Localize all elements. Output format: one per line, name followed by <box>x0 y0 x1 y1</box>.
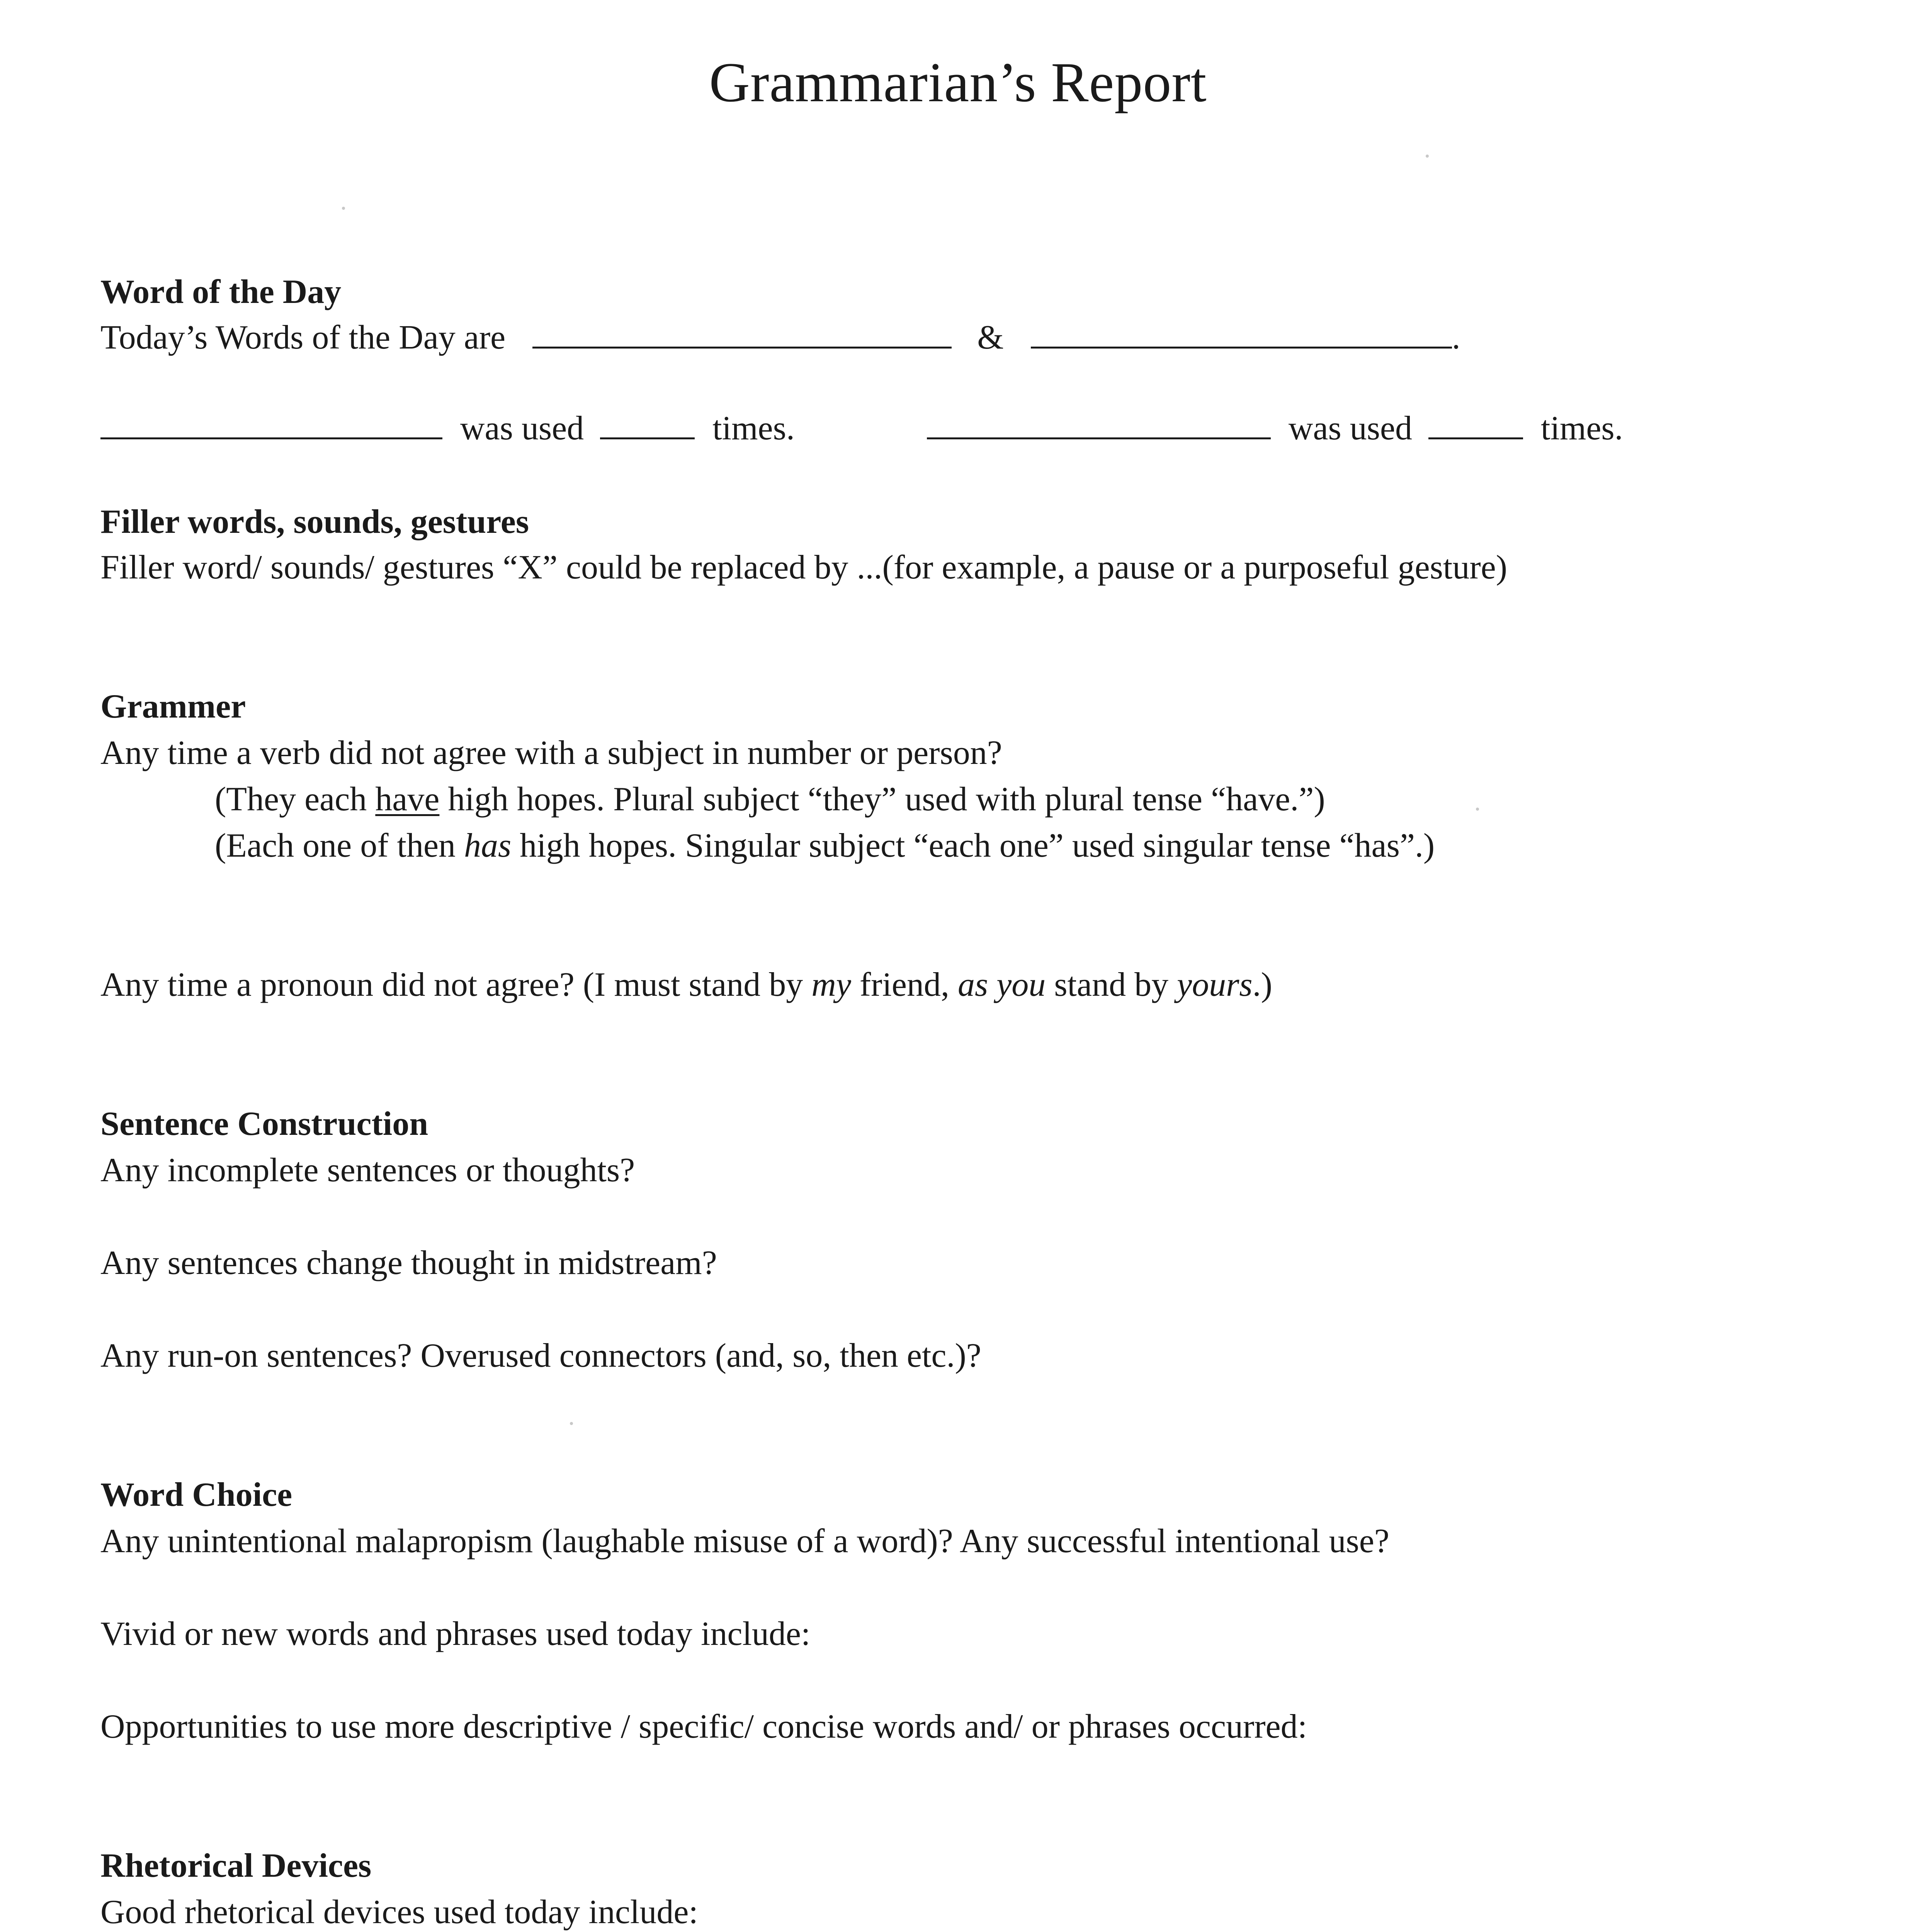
sentence-heading: Sentence Construction <box>100 1105 428 1143</box>
sentence-question-2: Any sentences change thought in midstream? <box>100 1244 717 1282</box>
word-of-day-intro: Today’s Words of the Day are <box>100 319 506 356</box>
example-2-open: (Each one of then <box>215 827 464 864</box>
filler-text: Filler word/ sounds/ gestures “X” could be replaced by ...(for example, a pause or a purposeful gesture) <box>100 549 1508 586</box>
word-2-name-field[interactable] <box>927 434 1271 439</box>
times-label-1: times. <box>712 410 795 447</box>
example-2-verb: has <box>464 827 512 864</box>
pronoun-q-open: Any time a pronoun did not agree? (I must stand by <box>100 966 812 1003</box>
scan-speck <box>1476 808 1479 811</box>
scan-speck <box>1426 155 1429 158</box>
rhetorical-heading: Rhetorical Devices <box>100 1847 372 1884</box>
sentence-question-3: Any run-on sentences? Overused connectors (and, so, then etc.)? <box>100 1337 981 1374</box>
pronoun-q-mid1: friend, <box>851 966 958 1003</box>
pronoun-q-my: my <box>811 966 851 1003</box>
was-used-label-1: was used <box>460 410 584 447</box>
pronoun-q-yours: yours <box>1177 966 1253 1003</box>
word-of-day-2-field[interactable] <box>1031 343 1452 349</box>
filler-heading: Filler words, sounds, gestures <box>100 503 529 541</box>
pronoun-q-asyou: as you <box>958 966 1046 1003</box>
grammar-example-1 <box>215 782 1325 816</box>
example-1-rest: high hopes. Plural subject “they” used with plural tense “have.”) <box>439 781 1325 818</box>
ampersand: & <box>977 319 1004 356</box>
scan-speck <box>342 207 345 210</box>
example-2-rest: high hopes. Singular subject “each one” used singular tense “has”.) <box>511 827 1435 864</box>
times-label-2: times. <box>1541 410 1623 447</box>
word-choice-question-1: Any unintentional malapropism (laughable misuse of a word)? Any successful intentional use? <box>100 1522 1389 1560</box>
sentence-question-1: Any incomplete sentences or thoughts? <box>100 1151 635 1189</box>
example-1-open: (They each <box>215 781 376 818</box>
word-choice-question-3: Opportunities to use more descriptive / specific/ concise words and/ or phrases occurred: <box>100 1708 1307 1745</box>
rhetorical-question-1: Good rhetorical devices used today include: <box>100 1893 698 1931</box>
word-of-day-heading: Word of the Day <box>100 273 342 311</box>
word-choice-question-2: Vivid or new words and phrases used today include: <box>100 1615 811 1653</box>
pronoun-q-mid2: stand by <box>1046 966 1177 1003</box>
word-choice-heading: Word Choice <box>100 1476 292 1514</box>
grammar-example-2 <box>215 829 1435 863</box>
grammar-question-2 <box>100 968 1272 1002</box>
word-2-count-field[interactable] <box>1428 434 1523 439</box>
example-1-verb: have <box>375 781 440 818</box>
grammar-question-1: Any time a verb did not agree with a subject in number or person? <box>100 734 1002 772</box>
grammar-heading: Grammer <box>100 688 246 725</box>
scan-speck <box>570 1422 573 1425</box>
word-usage-line <box>100 412 1623 446</box>
pronoun-q-end: .) <box>1252 966 1272 1003</box>
period: . <box>1452 319 1460 356</box>
word-of-day-intro-line <box>100 321 1460 355</box>
word-of-day-1-field[interactable] <box>532 343 952 349</box>
word-1-name-field[interactable] <box>100 434 442 439</box>
word-1-count-field[interactable] <box>600 434 695 439</box>
page-title: Grammarian’s Report <box>709 51 1207 114</box>
was-used-label-2: was used <box>1288 410 1412 447</box>
